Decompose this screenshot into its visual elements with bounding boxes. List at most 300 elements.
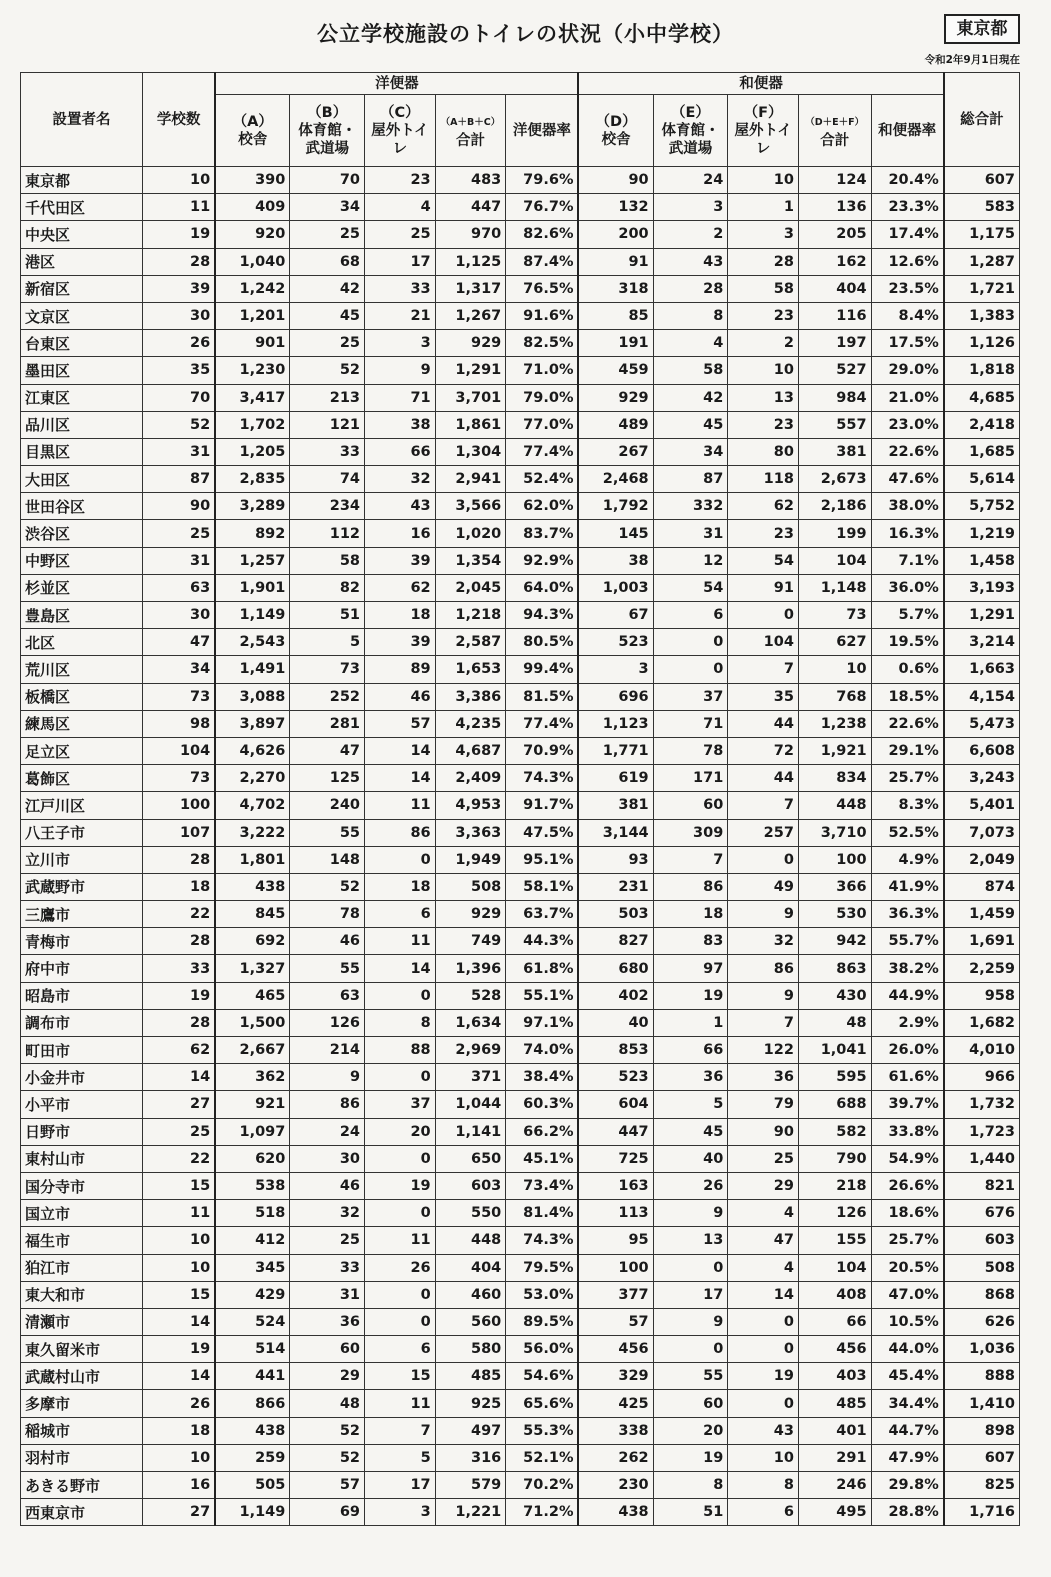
cell-def-total: 155 [798,1227,871,1254]
cell-a-school-bldg: 866 [215,1390,290,1417]
cell-abc-total: 929 [435,901,506,928]
cell-e-gym: 0 [653,1336,728,1363]
cell-a-school-bldg: 390 [215,167,290,194]
cell-a-school-bldg: 1,257 [215,547,290,574]
cell-d-school-bldg: 619 [578,765,653,792]
cell-e-gym: 0 [653,656,728,683]
cell-abc-total: 580 [435,1336,506,1363]
cell-c-outdoor: 17 [365,1472,436,1499]
cell-f-outdoor: 14 [728,1281,799,1308]
cell-c-outdoor: 20 [365,1118,436,1145]
cell-c-outdoor: 23 [365,167,436,194]
cell-d-school-bldg: 132 [578,194,653,221]
cell-grand-total: 821 [944,1172,1020,1199]
cell-c-outdoor: 14 [365,765,436,792]
cell-a-school-bldg: 892 [215,520,290,547]
cell-grand-total: 958 [944,982,1020,1009]
cell-schools: 14 [143,1064,216,1091]
cell-b-gym: 281 [290,710,365,737]
cell-schools: 15 [143,1172,216,1199]
cell-japanese-rate: 22.6% [871,438,944,465]
cell-a-school-bldg: 1,205 [215,438,290,465]
cell-def-total: 495 [798,1499,871,1526]
cell-f-outdoor: 7 [728,1009,799,1036]
cell-def-total: 116 [798,302,871,329]
cell-schools: 25 [143,520,216,547]
cell-e-gym: 19 [653,1444,728,1471]
cell-grand-total: 1,458 [944,547,1020,574]
table-row [21,466,1020,493]
cell-abc-total: 749 [435,928,506,955]
cell-grand-total: 1,732 [944,1091,1020,1118]
cell-a-school-bldg: 3,289 [215,493,290,520]
cell-c-outdoor: 16 [365,520,436,547]
table-row [21,1064,1020,1091]
cell-d-school-bldg: 523 [578,629,653,656]
cell-abc-total: 1,949 [435,846,506,873]
cell-d-school-bldg: 95 [578,1227,653,1254]
cell-abc-total: 448 [435,1227,506,1254]
cell-schools: 63 [143,574,216,601]
cell-grand-total: 1,440 [944,1145,1020,1172]
cell-def-total: 48 [798,1009,871,1036]
cell-d-school-bldg: 145 [578,520,653,547]
cell-western-rate: 56.0% [506,1336,579,1363]
cell-installer: 東村山市 [21,1145,143,1172]
cell-installer: 台東区 [21,330,143,357]
cell-grand-total: 607 [944,1444,1020,1471]
table-row [21,194,1020,221]
cell-def-total: 430 [798,982,871,1009]
cell-b-gym: 42 [290,275,365,302]
cell-f-outdoor: 104 [728,629,799,656]
cell-grand-total: 1,685 [944,438,1020,465]
cell-d-school-bldg: 1,792 [578,493,653,520]
cell-western-rate: 77.4% [506,710,579,737]
cell-f-outdoor: 58 [728,275,799,302]
cell-a-school-bldg: 538 [215,1172,290,1199]
cell-japanese-rate: 26.0% [871,1037,944,1064]
table-row [21,438,1020,465]
cell-japanese-rate: 38.2% [871,955,944,982]
cell-grand-total: 607 [944,167,1020,194]
cell-d-school-bldg: 191 [578,330,653,357]
cell-def-total: 582 [798,1118,871,1145]
cell-schools: 26 [143,330,216,357]
cell-b-gym: 52 [290,1417,365,1444]
table-row [21,982,1020,1009]
cell-western-rate: 71.2% [506,1499,579,1526]
table-row [21,602,1020,629]
table-row [21,1499,1020,1526]
cell-b-gym: 25 [290,1227,365,1254]
cell-schools: 47 [143,629,216,656]
cell-japanese-rate: 44.9% [871,982,944,1009]
cell-schools: 27 [143,1499,216,1526]
cell-c-outdoor: 0 [365,982,436,1009]
cell-schools: 14 [143,1308,216,1335]
cell-schools: 28 [143,248,216,275]
cell-schools: 11 [143,194,216,221]
cell-b-gym: 214 [290,1037,365,1064]
cell-western-rate: 65.6% [506,1390,579,1417]
cell-d-school-bldg: 680 [578,955,653,982]
cell-a-school-bldg: 362 [215,1064,290,1091]
cell-japanese-rate: 28.8% [871,1499,944,1526]
cell-d-school-bldg: 318 [578,275,653,302]
cell-c-outdoor: 32 [365,466,436,493]
cell-abc-total: 1,125 [435,248,506,275]
cell-schools: 16 [143,1472,216,1499]
cell-def-total: 1,238 [798,710,871,737]
header-japanese-rate: 和便器率 [871,95,944,167]
cell-schools: 27 [143,1091,216,1118]
cell-e-gym: 45 [653,1118,728,1145]
table-row [21,819,1020,846]
cell-abc-total: 929 [435,330,506,357]
cell-japanese-rate: 25.7% [871,1227,944,1254]
cell-schools: 14 [143,1363,216,1390]
cell-western-rate: 76.5% [506,275,579,302]
cell-schools: 30 [143,602,216,629]
cell-abc-total: 1,861 [435,411,506,438]
cell-installer: 目黒区 [21,438,143,465]
cell-d-school-bldg: 230 [578,1472,653,1499]
as-of-date: 令和2年9月1日現在 [924,54,1020,66]
cell-japanese-rate: 17.5% [871,330,944,357]
cell-d-school-bldg: 827 [578,928,653,955]
cell-installer: 稲城市 [21,1417,143,1444]
cell-grand-total: 1,721 [944,275,1020,302]
cell-e-gym: 28 [653,275,728,302]
cell-schools: 10 [143,1254,216,1281]
cell-grand-total: 6,608 [944,737,1020,764]
cell-e-gym: 0 [653,1254,728,1281]
cell-japanese-rate: 2.9% [871,1009,944,1036]
cell-schools: 35 [143,357,216,384]
cell-b-gym: 33 [290,438,365,465]
cell-schools: 22 [143,901,216,928]
cell-c-outdoor: 21 [365,302,436,329]
cell-e-gym: 4 [653,330,728,357]
cell-schools: 34 [143,656,216,683]
cell-abc-total: 1,653 [435,656,506,683]
cell-abc-total: 1,291 [435,357,506,384]
cell-schools: 19 [143,221,216,248]
cell-f-outdoor: 86 [728,955,799,982]
cell-western-rate: 70.9% [506,737,579,764]
table-row [21,574,1020,601]
cell-japanese-rate: 19.5% [871,629,944,656]
cell-b-gym: 69 [290,1499,365,1526]
cell-western-rate: 63.7% [506,901,579,928]
cell-grand-total: 1,691 [944,928,1020,955]
cell-abc-total: 1,020 [435,520,506,547]
cell-d-school-bldg: 57 [578,1308,653,1335]
cell-d-school-bldg: 329 [578,1363,653,1390]
cell-a-school-bldg: 465 [215,982,290,1009]
cell-japanese-rate: 52.5% [871,819,944,846]
table-row [21,1172,1020,1199]
cell-f-outdoor: 122 [728,1037,799,1064]
cell-def-total: 530 [798,901,871,928]
cell-e-gym: 171 [653,765,728,792]
cell-d-school-bldg: 91 [578,248,653,275]
cell-f-outdoor: 2 [728,330,799,357]
cell-b-gym: 32 [290,1200,365,1227]
cell-japanese-rate: 21.0% [871,384,944,411]
toilet-status-table [20,72,1020,1526]
cell-a-school-bldg: 2,835 [215,466,290,493]
cell-e-gym: 12 [653,547,728,574]
header-d: （D） 校舎 [578,95,653,167]
cell-western-rate: 77.0% [506,411,579,438]
header-schools: 学校数 [143,73,216,167]
cell-schools: 87 [143,466,216,493]
cell-grand-total: 2,418 [944,411,1020,438]
cell-def-total: 1,148 [798,574,871,601]
cell-schools: 18 [143,1417,216,1444]
table-row [21,1145,1020,1172]
cell-abc-total: 1,304 [435,438,506,465]
cell-grand-total: 1,818 [944,357,1020,384]
cell-c-outdoor: 19 [365,1172,436,1199]
cell-f-outdoor: 32 [728,928,799,955]
cell-western-rate: 55.1% [506,982,579,1009]
cell-schools: 31 [143,547,216,574]
cell-e-gym: 9 [653,1200,728,1227]
cell-e-gym: 6 [653,602,728,629]
cell-japanese-rate: 18.5% [871,683,944,710]
cell-abc-total: 447 [435,194,506,221]
cell-japanese-rate: 36.3% [871,901,944,928]
table-row [21,1254,1020,1281]
cell-e-gym: 7 [653,846,728,873]
cell-a-school-bldg: 920 [215,221,290,248]
cell-f-outdoor: 118 [728,466,799,493]
cell-western-rate: 74.3% [506,1227,579,1254]
table-row [21,629,1020,656]
cell-a-school-bldg: 1,901 [215,574,290,601]
table-row [21,1091,1020,1118]
cell-abc-total: 508 [435,873,506,900]
cell-b-gym: 31 [290,1281,365,1308]
cell-grand-total: 4,154 [944,683,1020,710]
cell-def-total: 197 [798,330,871,357]
cell-f-outdoor: 54 [728,547,799,574]
cell-f-outdoor: 6 [728,1499,799,1526]
cell-def-total: 246 [798,1472,871,1499]
header-c: （C） 屋外トイレ [365,95,436,167]
cell-a-school-bldg: 1,702 [215,411,290,438]
cell-def-total: 124 [798,167,871,194]
cell-e-gym: 60 [653,792,728,819]
cell-c-outdoor: 62 [365,574,436,601]
cell-d-school-bldg: 929 [578,384,653,411]
table-row [21,493,1020,520]
cell-installer: 多摩市 [21,1390,143,1417]
cell-abc-total: 497 [435,1417,506,1444]
cell-d-school-bldg: 447 [578,1118,653,1145]
cell-a-school-bldg: 921 [215,1091,290,1118]
cell-def-total: 66 [798,1308,871,1335]
cell-western-rate: 44.3% [506,928,579,955]
cell-def-total: 199 [798,520,871,547]
cell-abc-total: 3,701 [435,384,506,411]
cell-schools: 62 [143,1037,216,1064]
cell-installer: 町田市 [21,1037,143,1064]
cell-b-gym: 52 [290,873,365,900]
cell-f-outdoor: 36 [728,1064,799,1091]
cell-japanese-rate: 54.9% [871,1145,944,1172]
cell-abc-total: 483 [435,167,506,194]
cell-f-outdoor: 0 [728,1308,799,1335]
cell-western-rate: 73.4% [506,1172,579,1199]
cell-b-gym: 47 [290,737,365,764]
table-row [21,1308,1020,1335]
cell-a-school-bldg: 518 [215,1200,290,1227]
cell-b-gym: 46 [290,928,365,955]
cell-a-school-bldg: 1,801 [215,846,290,873]
cell-def-total: 527 [798,357,871,384]
cell-western-rate: 79.6% [506,167,579,194]
cell-a-school-bldg: 1,040 [215,248,290,275]
cell-schools: 30 [143,302,216,329]
cell-f-outdoor: 7 [728,792,799,819]
cell-f-outdoor: 28 [728,248,799,275]
cell-c-outdoor: 0 [365,1308,436,1335]
cell-f-outdoor: 23 [728,411,799,438]
cell-abc-total: 3,386 [435,683,506,710]
cell-schools: 100 [143,792,216,819]
cell-d-school-bldg: 2,468 [578,466,653,493]
cell-b-gym: 63 [290,982,365,1009]
cell-f-outdoor: 23 [728,520,799,547]
cell-e-gym: 97 [653,955,728,982]
cell-b-gym: 112 [290,520,365,547]
cell-schools: 31 [143,438,216,465]
cell-b-gym: 148 [290,846,365,873]
table-row [21,792,1020,819]
cell-d-school-bldg: 489 [578,411,653,438]
cell-b-gym: 55 [290,955,365,982]
cell-a-school-bldg: 412 [215,1227,290,1254]
cell-schools: 73 [143,683,216,710]
table-row [21,1472,1020,1499]
cell-b-gym: 25 [290,221,365,248]
cell-grand-total: 1,723 [944,1118,1020,1145]
cell-def-total: 126 [798,1200,871,1227]
table-row [21,411,1020,438]
table-row [21,928,1020,955]
cell-installer: 清瀬市 [21,1308,143,1335]
cell-schools: 52 [143,411,216,438]
cell-installer: 狛江市 [21,1254,143,1281]
cell-western-rate: 77.4% [506,438,579,465]
cell-grand-total: 5,614 [944,466,1020,493]
cell-western-rate: 58.1% [506,873,579,900]
cell-d-school-bldg: 231 [578,873,653,900]
cell-d-school-bldg: 113 [578,1200,653,1227]
cell-b-gym: 30 [290,1145,365,1172]
cell-e-gym: 13 [653,1227,728,1254]
cell-western-rate: 71.0% [506,357,579,384]
cell-def-total: 595 [798,1064,871,1091]
cell-a-school-bldg: 524 [215,1308,290,1335]
cell-japanese-rate: 7.1% [871,547,944,574]
table-row [21,1227,1020,1254]
table-row [21,357,1020,384]
table-row [21,1444,1020,1471]
cell-a-school-bldg: 1,149 [215,1499,290,1526]
cell-b-gym: 9 [290,1064,365,1091]
cell-b-gym: 78 [290,901,365,928]
cell-grand-total: 4,010 [944,1037,1020,1064]
cell-japanese-rate: 36.0% [871,574,944,601]
cell-abc-total: 485 [435,1363,506,1390]
cell-japanese-rate: 61.6% [871,1064,944,1091]
cell-a-school-bldg: 3,222 [215,819,290,846]
cell-japanese-rate: 39.7% [871,1091,944,1118]
cell-abc-total: 1,218 [435,602,506,629]
cell-japanese-rate: 22.6% [871,710,944,737]
cell-grand-total: 1,175 [944,221,1020,248]
cell-schools: 19 [143,1336,216,1363]
cell-a-school-bldg: 1,097 [215,1118,290,1145]
cell-f-outdoor: 4 [728,1254,799,1281]
cell-japanese-rate: 44.7% [871,1417,944,1444]
cell-d-school-bldg: 503 [578,901,653,928]
cell-a-school-bldg: 1,149 [215,602,290,629]
cell-a-school-bldg: 438 [215,1417,290,1444]
cell-western-rate: 81.4% [506,1200,579,1227]
cell-grand-total: 1,036 [944,1336,1020,1363]
cell-western-rate: 83.7% [506,520,579,547]
cell-schools: 10 [143,167,216,194]
cell-e-gym: 3 [653,194,728,221]
cell-abc-total: 1,396 [435,955,506,982]
cell-d-school-bldg: 604 [578,1091,653,1118]
cell-japanese-rate: 17.4% [871,221,944,248]
cell-western-rate: 91.7% [506,792,579,819]
cell-grand-total: 966 [944,1064,1020,1091]
cell-western-rate: 89.5% [506,1308,579,1335]
cell-c-outdoor: 7 [365,1417,436,1444]
cell-def-total: 2,673 [798,466,871,493]
cell-a-school-bldg: 1,327 [215,955,290,982]
cell-b-gym: 240 [290,792,365,819]
table-row [21,1009,1020,1036]
cell-installer: 中央区 [21,221,143,248]
cell-c-outdoor: 37 [365,1091,436,1118]
cell-e-gym: 5 [653,1091,728,1118]
cell-grand-total: 1,410 [944,1390,1020,1417]
cell-western-rate: 74.3% [506,765,579,792]
cell-schools: 10 [143,1227,216,1254]
cell-d-school-bldg: 90 [578,167,653,194]
cell-abc-total: 1,141 [435,1118,506,1145]
table-row [21,1390,1020,1417]
cell-a-school-bldg: 438 [215,873,290,900]
cell-abc-total: 2,045 [435,574,506,601]
cell-f-outdoor: 4 [728,1200,799,1227]
cell-grand-total: 3,243 [944,765,1020,792]
cell-abc-total: 460 [435,1281,506,1308]
cell-western-rate: 62.0% [506,493,579,520]
header-abc: （A＋B＋C） 合計 [435,95,506,167]
cell-e-gym: 71 [653,710,728,737]
cell-e-gym: 31 [653,520,728,547]
